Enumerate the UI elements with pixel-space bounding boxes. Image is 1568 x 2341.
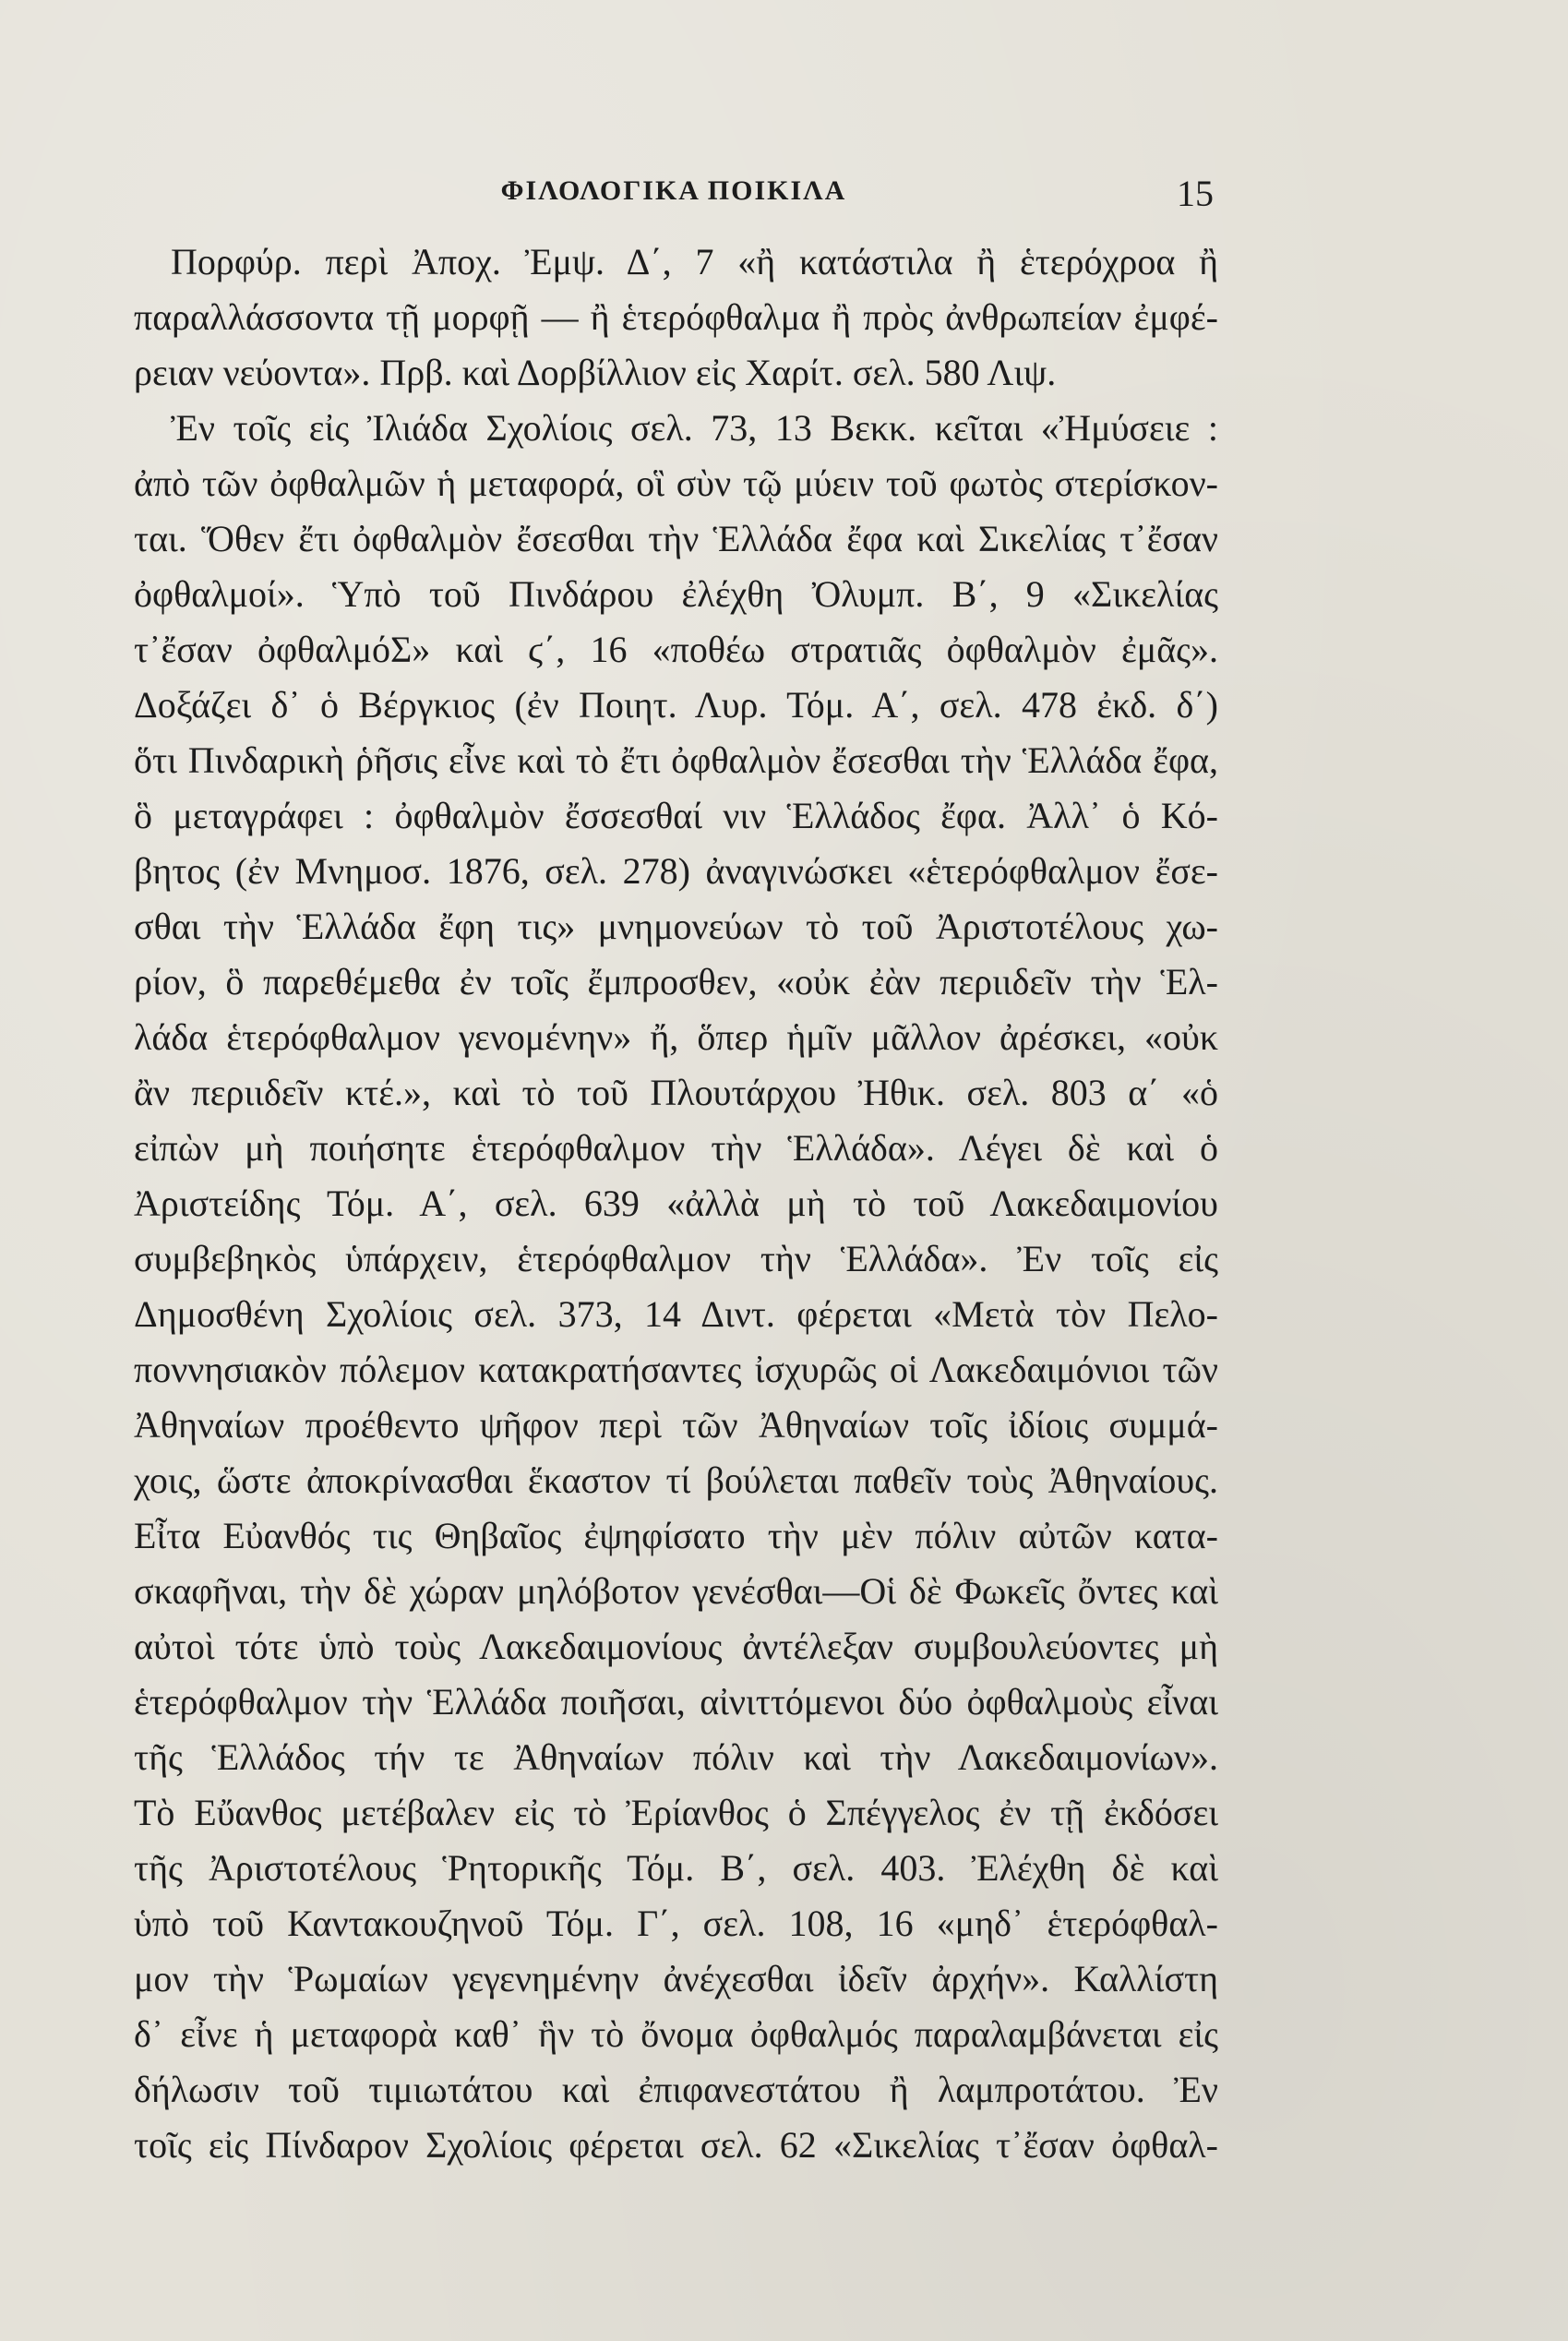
- text-line: ὅτι Πινδαρικὴ ῥῆσις εἶνε καὶ τὸ ἔτι ὀφθαλμὸν ἔσεσθαι τὴν Ἑλλάδα ἔφα,: [134, 739, 1218, 781]
- text-line: χοις, ὥστε ἀποκρίνασθαι ἕκαστον τί βούλεται παθεῖν τοὺς Ἀθηναίους.: [134, 1459, 1218, 1501]
- text-line: δήλωσιν τοῦ τιμιωτάτου καὶ ἐπιφανεστάτου ἢ λαμπροτάτου. Ἐν: [134, 2069, 1218, 2110]
- text-line: Τὸ Εὔανθος μετέβαλεν εἰς τὸ Ἐρίανθος ὁ Σπέγγελος ἐν τῇ ἐκδόσει: [134, 1792, 1218, 1833]
- text-line: ποννησιακὸν πόλεμον κατακρατήσαντες ἰσχυρῶς οἱ Λακεδαιμόνιοι τῶν: [134, 1349, 1218, 1390]
- text-line: ἀπὸ τῶν ὀφθαλμῶν ἡ μεταφορά, οἳ σὺν τῷ μύειν τοῦ φωτὸς στερίσκον-: [134, 462, 1218, 504]
- text-line: ρειαν νεύοντα». Πρβ. καὶ Δορβίλλιον εἰς Χαρίτ. σελ. 580 Λιψ.: [134, 352, 1057, 393]
- text-line: δ᾽ εἶνε ἡ μεταφορὰ καθ᾽ ἣν τὸ ὄνομα ὀφθαλμός παραλαμβάνεται εἰς: [134, 2013, 1218, 2055]
- page-header: [134, 175, 1214, 222]
- body-text: [134, 234, 1218, 2173]
- text-line: βητος (ἐν Μνημοσ. 1876, σελ. 278) ἀναγινώσκει «ἑτερόφθαλμον ἔσε-: [134, 850, 1218, 892]
- text-line: παραλλάσσοντα τῇ μορφῇ — ἢ ἑτερόφθαλμα ἢ πρὸς ἀνθρωπείαν ἐμφέ-: [134, 296, 1218, 338]
- text-line: ὃ μεταγράφει : ὀφθαλμὸν ἔσσεσθαί νιν Ἑλλάδος ἔφα. Ἀλλ᾽ ὁ Κό-: [134, 795, 1218, 836]
- text-line: τοῖς εἰς Πίνδαρον Σχολίοις φέρεται σελ. 62 «Σικελίας τ᾽ἔσαν ὀφθαλ-: [134, 2124, 1218, 2166]
- text-line: Πορφύρ. περὶ Ἀποχ. Ἐμψ. Δ΄, 7 «ἢ κατάστιλα ἢ ἑτερόχροα ἢ: [171, 241, 1218, 282]
- text-line: Δημοσθένη Σχολίοις σελ. 373, 14 Διντ. φέρεται «Μετὰ τὸν Πελο-: [134, 1293, 1218, 1335]
- text-line: Ἐν τοῖς εἰς Ἰλιάδα Σχολίοις σελ. 73, 13 Βεκκ. κεῖται «Ἠμύσειε :: [171, 407, 1218, 449]
- text-line: ρίον, ὃ παρεθέμεθα ἐν τοῖς ἔμπροσθεν, «οὐκ ἐὰν περιιδεῖν τὴν Ἑλ-: [134, 961, 1218, 1002]
- text-line: ἂν περιιδεῖν κτέ.», καὶ τὸ τοῦ Πλουτάρχου Ἠθικ. σελ. 803 α΄ «ὁ: [134, 1072, 1218, 1113]
- text-line: λάδα ἑτερόφθαλμον γενομένην» ἤ, ὅπερ ἡμῖν μᾶλλον ἀρέσκει, «οὐκ: [134, 1016, 1218, 1058]
- text-line: Ἀριστείδης Τόμ. Α΄, σελ. 639 «ἀλλὰ μὴ τὸ τοῦ Λακεδαιμονίου: [134, 1183, 1218, 1224]
- text-line: τῆς Ἑλλάδος τήν τε Ἀθηναίων πόλιν καὶ τὴν Λακεδαιμονίων».: [134, 1736, 1218, 1778]
- page-number: 15: [1177, 173, 1214, 214]
- text-line: σθαι τὴν Ἑλλάδα ἔφη τις» μνημονεύων τὸ τοῦ Ἀριστοτέλους χω-: [134, 906, 1218, 947]
- text-line: τ᾽ἔσαν ὀφθαλμόΣ» καὶ ϛ΄, 16 «ποθέω στρατιᾶς ὀφθαλμὸν ἐμᾶς».: [134, 629, 1218, 670]
- text-line: ὀφθαλμοί». Ὑπὸ τοῦ Πινδάρου ἐλέχθη Ὀλυμπ. Β΄, 9 «Σικελίας: [134, 573, 1218, 615]
- text-line: τῆς Ἀριστοτέλους Ῥητορικῆς Τόμ. Β΄, σελ. 403. Ἐλέχθη δὲ καὶ: [134, 1847, 1218, 1889]
- text-line: Εἶτα Εὐανθός τις Θηβαῖος ἐψηφίσατο τὴν μὲν πόλιν αὐτῶν κατα-: [134, 1515, 1218, 1556]
- text-line: ὑπὸ τοῦ Καντακουζηνοῦ Τόμ. Γ΄, σελ. 108, 16 «μηδ᾽ ἑτερόφθαλ-: [134, 1903, 1218, 1944]
- running-title: ΦΙΛΟΛΟΓΙΚΑ ΠΟΙΚΙΛΑ: [500, 175, 847, 206]
- text-line: συμβεβηκὸς ὑπάρχειν, ἑτερόφθαλμον τὴν Ἑλλάδα». Ἐν τοῖς εἰς: [134, 1238, 1218, 1279]
- text-line: εἰπὼν μὴ ποιήσητε ἑτερόφθαλμον τὴν Ἑλλάδα». Λέγει δὲ καὶ ὁ: [134, 1127, 1218, 1169]
- text-line: Δοξάζει δ᾽ ὁ Βέργκιος (ἐν Ποιητ. Λυρ. Τόμ. Α΄, σελ. 478 ἐκδ. δ΄): [134, 684, 1218, 726]
- text-line: ται. Ὅθεν ἔτι ὀφθαλμὸν ἔσεσθαι τὴν Ἑλλάδα ἔφα καὶ Σικελίας τ᾽ἔσαν: [134, 518, 1218, 559]
- text-line: ἑτερόφθαλμον τὴν Ἑλλάδα ποιῆσαι, αἰνιττόμενοι δύο ὀφθαλμοὺς εἶναι: [134, 1681, 1218, 1723]
- text-line: Ἀθηναίων προέθεντο ψῆφον περὶ τῶν Ἀθηναίων τοῖς ἰδίοις συμμά-: [134, 1404, 1218, 1446]
- text-line: αὐτοὶ τότε ὑπὸ τοὺς Λακεδαιμονίους ἀντέλεξαν συμβουλεύοντες μὴ: [134, 1626, 1218, 1667]
- text-line: μον τὴν Ῥωμαίων γεγενημένην ἀνέχεσθαι ἰδεῖν ἀρχήν». Καλλίστη: [134, 1958, 1218, 1999]
- text-line: σκαφῆναι, τὴν δὲ χώραν μηλόβοτον γενέσθαι—Οἱ δὲ Φωκεῖς ὄντες καὶ: [134, 1570, 1218, 1612]
